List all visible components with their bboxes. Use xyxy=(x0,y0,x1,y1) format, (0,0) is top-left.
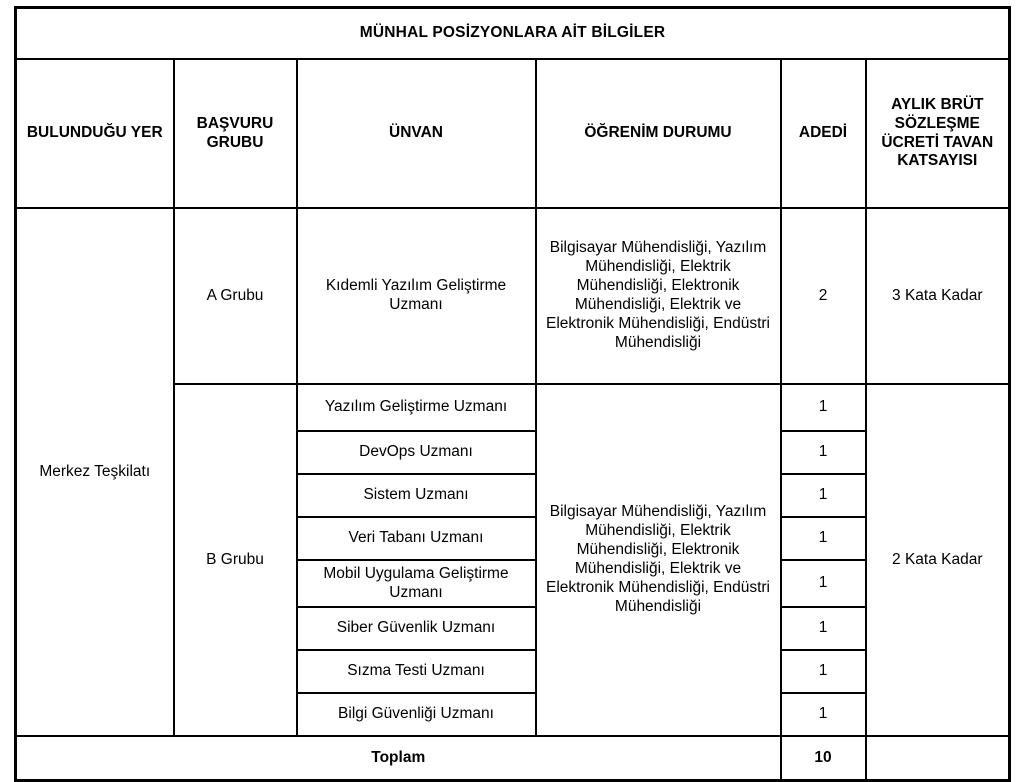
cell-ogrenim-durumu-b: Bilgisayar Mühendisliği, Yazılım Mühendisliği, Elektrik Mühendisliği, Elektronik Mühendisliği, Elektrik ve Elektronik Mühendisliği, Endüstri Mühendisliği xyxy=(536,384,781,736)
cell-unvan: Siber Güvenlik Uzmanı xyxy=(297,607,536,650)
cell-adedi: 1 xyxy=(781,474,866,517)
cell-basvuru-grubu-a: A Grubu xyxy=(174,208,297,384)
total-blank-cell xyxy=(866,736,1010,781)
cell-basvuru-grubu-b: B Grubu xyxy=(174,384,297,736)
cell-unvan: DevOps Uzmanı xyxy=(297,431,536,474)
cell-adedi: 1 xyxy=(781,693,866,736)
total-label: Toplam xyxy=(16,736,781,781)
table-total-row xyxy=(16,736,1010,781)
table-sheet xyxy=(14,6,1008,766)
header-aylik-brut-sozlesme-ucreti-tavan-katsayisi: AYLIK BRÜT SÖZLEŞME ÜCRETİ TAVAN KATSAYISI xyxy=(866,59,1010,208)
table-row xyxy=(16,208,1010,384)
cell-adedi: 1 xyxy=(781,431,866,474)
cell-adedi: 2 xyxy=(781,208,866,384)
cell-katsayi-b: 2 Kata Kadar xyxy=(866,384,1010,736)
cell-adedi: 1 xyxy=(781,384,866,431)
cell-unvan: Sızma Testi Uzmanı xyxy=(297,650,536,693)
cell-unvan: Kıdemli Yazılım Geliştirme Uzmanı xyxy=(297,208,536,384)
cell-katsayi-a: 3 Kata Kadar xyxy=(866,208,1010,384)
table-header-row xyxy=(16,59,1010,208)
cell-adedi: 1 xyxy=(781,650,866,693)
cell-adedi: 1 xyxy=(781,560,866,607)
header-unvan: ÜNVAN xyxy=(297,59,536,208)
cell-bulundugu-yer: Merkez Teşkilatı xyxy=(16,208,174,736)
header-ogrenim-durumu: ÖĞRENİM DURUMU xyxy=(536,59,781,208)
total-value: 10 xyxy=(781,736,866,781)
cell-unvan: Bilgi Güvenliği Uzmanı xyxy=(297,693,536,736)
cell-unvan: Sistem Uzmanı xyxy=(297,474,536,517)
table-title: MÜNHAL POSİZYONLARA AİT BİLGİLER xyxy=(16,8,1010,60)
header-adedi: ADEDİ xyxy=(781,59,866,208)
table-title-row xyxy=(16,8,1010,60)
cell-adedi: 1 xyxy=(781,607,866,650)
cell-unvan: Mobil Uygulama Geliştirme Uzmanı xyxy=(297,560,536,607)
cell-unvan: Veri Tabanı Uzmanı xyxy=(297,517,536,560)
positions-table xyxy=(14,6,1011,782)
cell-ogrenim-durumu-a: Bilgisayar Mühendisliği, Yazılım Mühendisliği, Elektrik Mühendisliği, Elektronik Mühendisliği, Elektrik ve Elektronik Mühendisliği, Endüstri Mühendisliği xyxy=(536,208,781,384)
cell-unvan: Yazılım Geliştirme Uzmanı xyxy=(297,384,536,431)
cell-adedi: 1 xyxy=(781,517,866,560)
header-basvuru-grubu: BAŞVURU GRUBU xyxy=(174,59,297,208)
header-bulundugu-yer: BULUNDUĞU YER xyxy=(16,59,174,208)
